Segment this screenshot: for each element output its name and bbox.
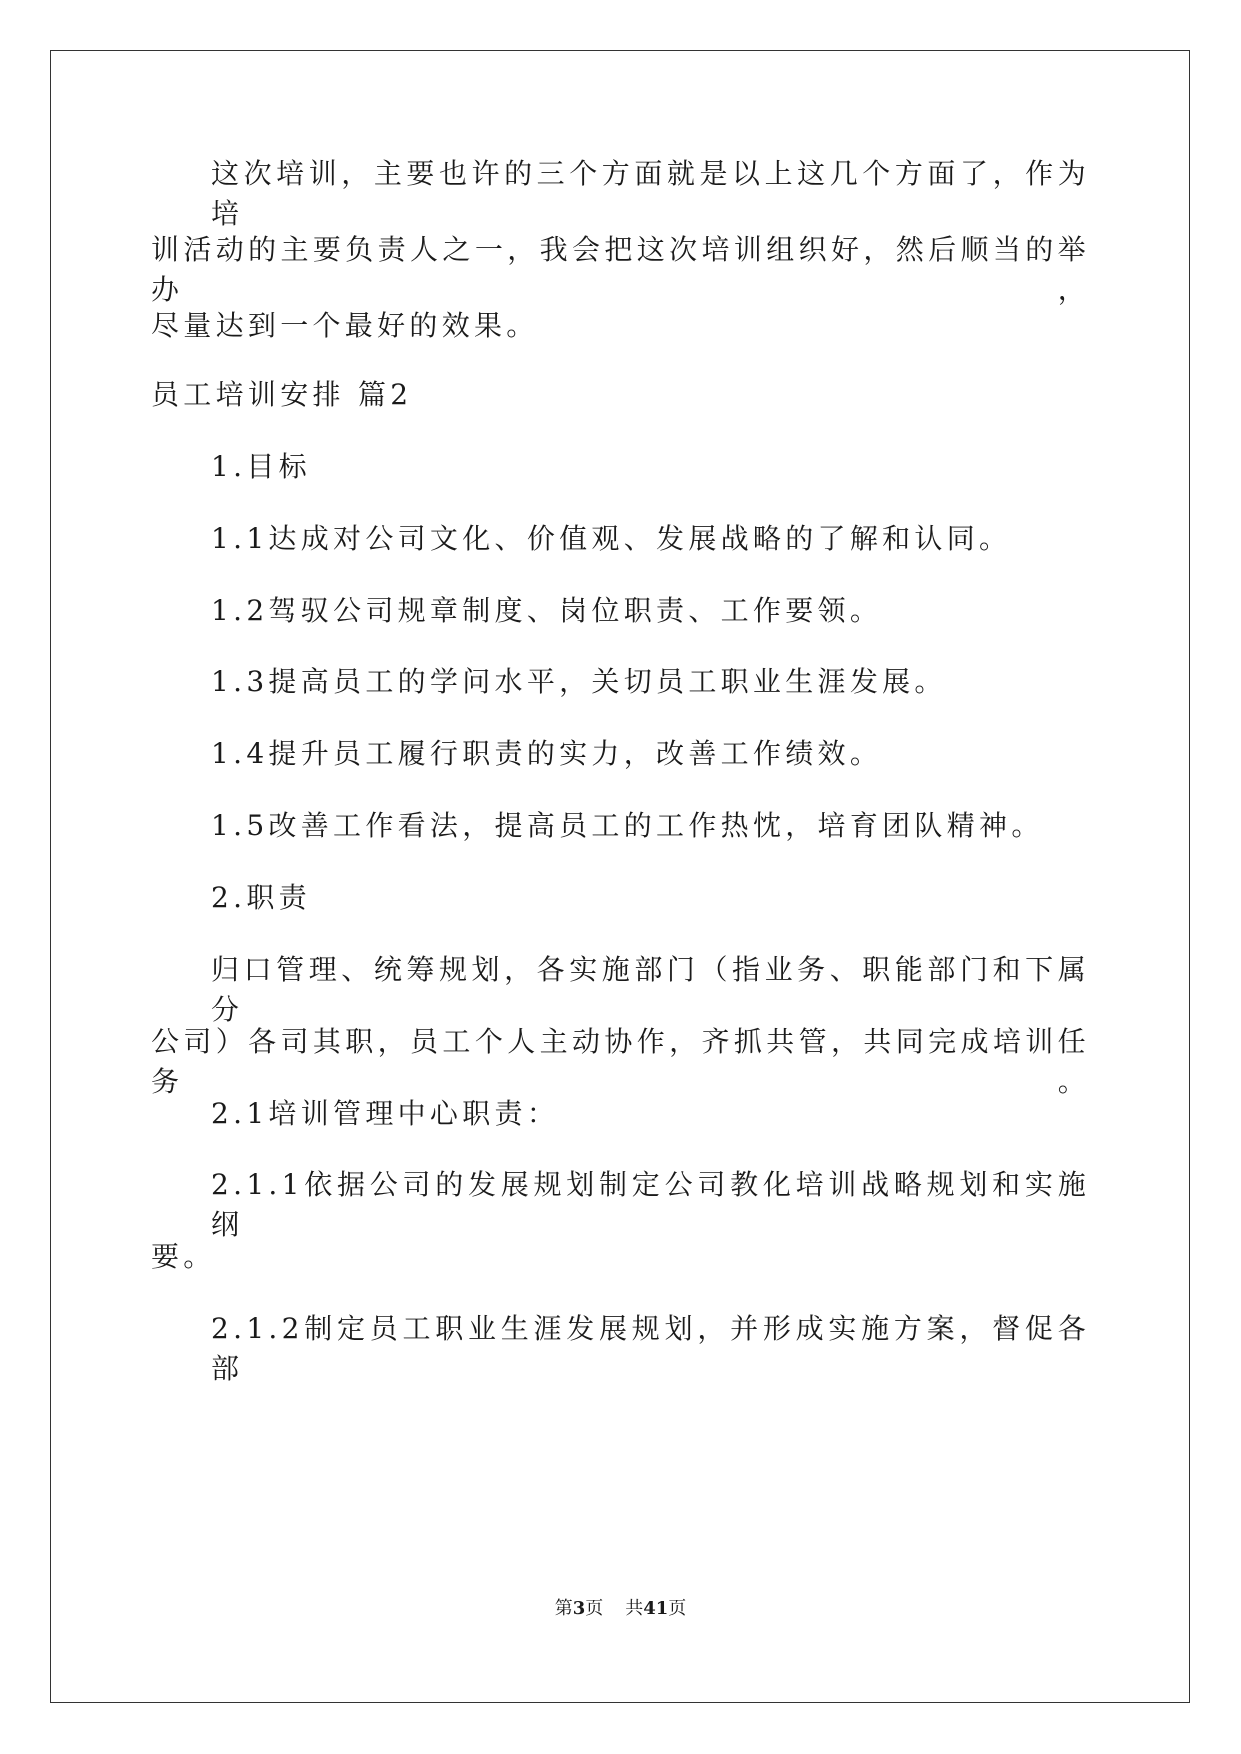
paragraph-line-1: 这次培训，主要也许的三个方面就是以上这几个方面了，作为培 [211,157,1090,230]
heading-responsibilities: 2.职责 [211,881,311,914]
heading-2-1: 2.1培训管理中心职责： [211,1097,560,1130]
item-2-1-2-line-1: 2.1.2制定员工职业生涯发展规划，并形成实施方案，督促各部 [211,1312,1090,1385]
footer-total-suffix: 页 [668,1598,687,1619]
goal-item-1-3: 1.3提高员工的学问水平，关切员工职业生涯发展。 [211,665,947,698]
footer-page-prefix: 第 [554,1598,573,1619]
page-footer [0,1597,1241,1621]
footer-total-pages: 41 [643,1598,669,1619]
responsibilities-line-1: 归口管理、统筹规划，各实施部门（指业务、职能部门和下属分 [211,953,1090,1026]
footer-page-number: 3 [572,1598,586,1619]
section-heading: 员工培训安排 篇2 [151,378,413,411]
paragraph-line-3: 尽量达到一个最好的效果。 [151,309,539,342]
item-2-1-1-line-1: 2.1.1依据公司的发展规划制定公司教化培训战略规划和实施纲 [211,1168,1090,1241]
heading-goals: 1.目标 [211,450,311,483]
responsibilities-line-2: 公司）各司其职，员工个人主动协作，齐抓共管，共同完成培训任务。 [151,1025,1090,1098]
footer-page-suffix: 页 [585,1598,604,1619]
item-2-1-1-line-2: 要。 [151,1240,216,1273]
goal-item-1-2: 1.2驾驭公司规章制度、岗位职责、工作要领。 [211,594,883,627]
footer-total-prefix: 共 [625,1598,644,1619]
paragraph-line-2: 训活动的主要负责人之一，我会把这次培训组织好，然后顺当的举办， [151,233,1090,306]
goal-item-1-5: 1.5改善工作看法，提高员工的工作热忱，培育团队精神。 [211,809,1044,842]
goal-item-1-4: 1.4提升员工履行职责的实力，改善工作绩效。 [211,737,883,770]
goal-item-1-1: 1.1达成对公司文化、价值观、发展战略的了解和认同。 [211,522,1012,555]
